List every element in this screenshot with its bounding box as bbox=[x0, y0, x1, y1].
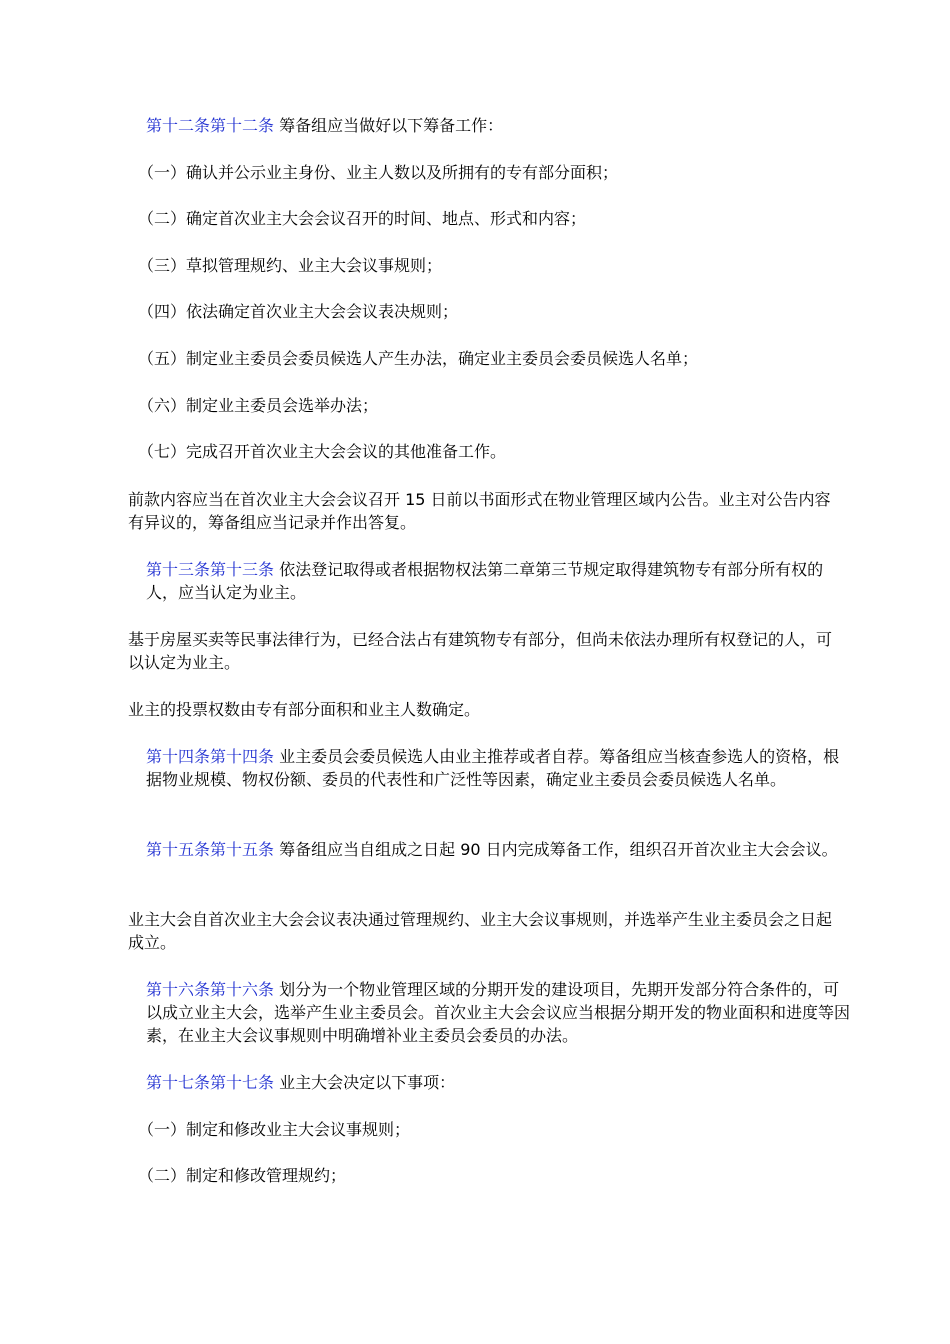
paragraph: 基于房屋买卖等民事法律行为，已经合法占有建筑物专有部分，但尚未依法办理所有权登记的人，可以认定为业主。 bbox=[128, 630, 833, 672]
article-17-label: 第十七条第十七条 bbox=[146, 1073, 275, 1092]
article-13 bbox=[125, 558, 854, 604]
article-12 bbox=[125, 114, 854, 137]
article-13-label: 第十三条第十三条 bbox=[146, 560, 275, 579]
list-item: （二）确定首次业主大会会议召开的时间、地点、形式和内容； bbox=[138, 209, 587, 228]
article-16-text: 划分为一个物业管理区域的分期开发的建设项目，先期开发部分符合条件的，可以成立业主大会，选举产生业主委员会。首次业主大会会议应当根据分期开发的物业面积和进度等因素，在业主大会议事规则中明确增补业主委员会委员的办法。 bbox=[146, 980, 851, 1045]
list-item: （三）草拟管理规约、业主大会议事规则； bbox=[138, 256, 443, 275]
article-16-label: 第十六条第十六条 bbox=[146, 980, 275, 999]
article-17-text: 业主大会决定以下事项： bbox=[279, 1073, 456, 1092]
list-item: （六）制定业主委员会选举办法； bbox=[138, 396, 379, 415]
list-item: （二）制定和修改管理规约； bbox=[138, 1166, 347, 1185]
article-12-label: 第十二条第十二条 bbox=[146, 116, 275, 135]
list-item: （七）完成召开首次业主大会会议的其他准备工作。 bbox=[138, 442, 507, 461]
article-13-text: 依法登记取得或者根据物权法第二章第三节规定取得建筑物专有部分所有权的人，应当认定为业主。 bbox=[146, 560, 824, 602]
article-14-label: 第十四条第十四条 bbox=[146, 747, 275, 766]
paragraph: 前款内容应当在首次业主大会会议召开 15 日前以书面形式在物业管理区域内公告。业主对公告内容有异议的，筹备组应当记录并作出答复。 bbox=[128, 490, 831, 532]
list-item: （一）制定和修改业主大会议事规则； bbox=[138, 1120, 411, 1139]
article-15-label: 第十五条第十五条 bbox=[146, 840, 275, 859]
paragraph: 业主的投票权数由专有部分面积和业主人数确定。 bbox=[128, 700, 481, 719]
list-item: （四）依法确定首次业主大会会议表决规则； bbox=[138, 302, 459, 321]
article-14-text: 业主委员会委员候选人由业主推荐或者自荐。筹备组应当核查参选人的资格，根据物业规模、物权份额、委员的代表性和广泛性等因素，确定业主委员会委员候选人名单。 bbox=[146, 747, 840, 789]
article-16 bbox=[125, 978, 854, 1047]
list-item: （一）确认并公示业主身份、业主人数以及所拥有的专有部分面积； bbox=[138, 163, 619, 182]
list-item: （五）制定业主委员会委员候选人产生办法，确定业主委员会委员候选人名单； bbox=[138, 349, 699, 368]
article-15 bbox=[125, 838, 854, 861]
article-15-text: 筹备组应当自组成之日起 90 日内完成筹备工作，组织召开首次业主大会会议。 bbox=[279, 840, 838, 859]
article-14 bbox=[125, 745, 854, 791]
paragraph: 业主大会自首次业主大会会议表决通过管理规约、业主大会议事规则，并选举产生业主委员会之日起成立。 bbox=[128, 910, 833, 952]
article-12-text: 筹备组应当做好以下筹备工作： bbox=[279, 116, 504, 135]
article-17 bbox=[125, 1071, 854, 1094]
